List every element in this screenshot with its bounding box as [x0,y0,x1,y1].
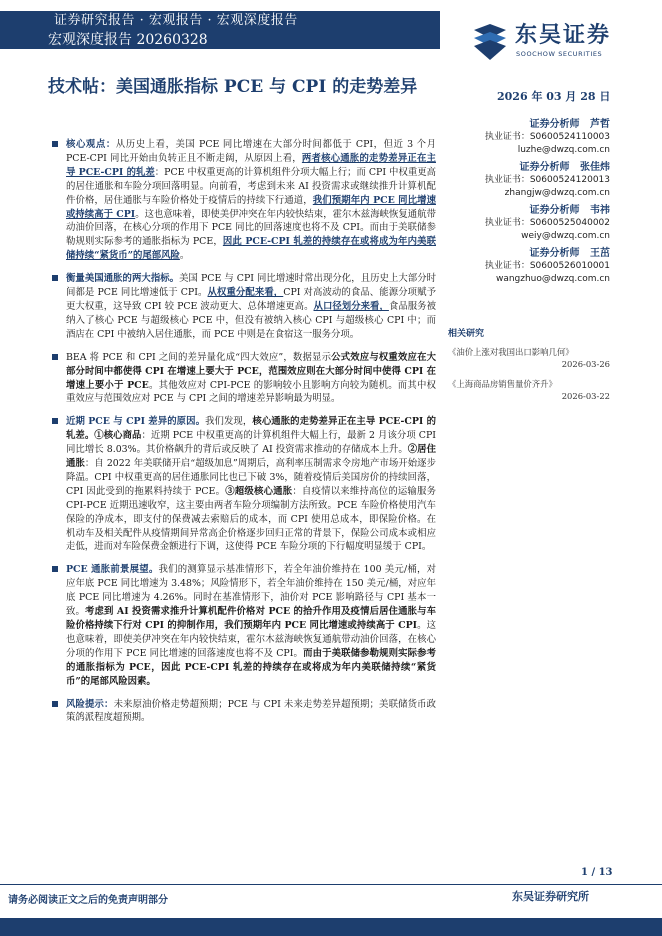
analyst-panel [448,118,610,286]
para-core-view: 核心观点：从历史上看，美国 PCE 同比增速在大部分时间都低于 CPI，但近 3 个月 PCE-CPI 同比开始由负转正且不断走阔，从原因上看，两者核心通胀的走势差异正在主导 PCE-CPI 的轧差：PCE 中权重更高的计算机组件分项大幅上行；而 CPI 中权重更高的居住通胀和车险分项回落明显。向前看，考虑到未来 AI 投资需求或继续推升计算机配件价格，居住通胀与车险价格处于疫情后的持续下行通道，我们预期年内 PCE 同比增速或持续高于 CPI。这也意味着，即使美伊冲突在年内较快结束，霍尔木兹海峡恢复通航带动油价回落，在核心分项的作用下 PCE 同比的回落速度也将不及 CPI。而由于美联储参勒规则实际参考的通胀指标为 PCE，因此 PCE-CPI 轧差的持续存在或将成为年内美联储持续“紧货币”的尾部风险。 [50,138,436,263]
related-heading: 相关研究 [448,329,485,339]
related-item-date: 2026-03-22 [561,391,610,401]
para-outlook: PCE 通胀前景展望。我们的测算显示基准情形下，若全年油价维持在 100 美元/桶，对应年底 PCE 同比增速为 3.48%；风险情形下，若全年油价维持在 150 美元/桶，对应年底 PCE 同比增速为 4.26%。同时在基准情形下，油价对 PCE 影响路径与 CPI 基本一致。考虑到 AI 投资需求推升计算机配件价格对 PCE 的拾升作用及疫情后居住通胀与车险价格持续下行对 CPI 的抑制作用，我们预期年内 PCE 同比增速或持续高于 CPI。这也意味着，即使美伊冲突在年内较快结束，霍尔木兹海峡恢复通航带动油价回落，在核心分项的作用下 PCE 同比增速的回落速度也将不及 CPI。而由于美联储参勒规则实际参考的通胀指标为 PCE，因此 PCE-CPI 轧差的持续存在或将成为年内美联储持续“紧货币”的尾部风险因素。 [50,563,436,688]
bullet-icon [52,141,58,147]
soochow-logo-icon [470,22,510,62]
analyst-role: 证券分析师 [529,248,580,259]
analyst-role: 证券分析师 [529,205,580,216]
breadcrumb: 证券研究报告 · 宏观报告 · 宏观深度报告 [54,13,298,28]
analyst-role: 证券分析师 [519,162,570,173]
bullet-icon [52,354,58,360]
analyst-license: 执业证书：S0600524120013 [484,175,610,185]
analyst-license: 执业证书：S0600526010001 [484,261,610,271]
analyst-block [448,204,610,243]
report-date: 2026 年 03 月 28 日 [497,90,611,103]
analyst-block [448,247,610,286]
related-item-title[interactable]: 《油价上涨对我国出口影响几何》 [448,347,574,357]
analyst-role: 证券分析师 [529,119,580,130]
analyst-email[interactable]: zhangjw@dwzq.com.cn [504,188,610,198]
report-type: 宏观深度报告 20260328 [48,32,208,48]
para-two-indicators: 衡量美国通胀的两大指标。美国 PCE 与 CPI 同比增速时常出现分化，且历史上大部分时间都是 PCE 同比增速低于 CPI。从权重分配来看，CPI 对高波动的食品、能源分项赋予更大权重，这导致 CPI 较 PCE 波动更大、总体增速更高。从口径划分来看，食品服务被纳入了核心 PCE 与超级核心 PCE 中，但没有被纳入核心 CPI 与超级核心 CPI 中；而酒店在 CPI 中被纳入居住通胀，而 PCE 中则是在食宿这一服务分项。 [50,272,436,342]
analyst-license: 执业证书：S0600524110003 [484,132,610,142]
related-item-title[interactable]: 《上海商品房销售量价齐升》 [448,379,557,389]
related-research [448,328,610,410]
bullet-icon [52,701,58,707]
footer-disclaimer: 请务必阅读正文之后的免责声明部分 [8,895,168,906]
para-four-effects: BEA 将 PCE 和 CPI 之间的差异量化成“四大效应”，数据显示公式效应与权重效应在大部分时间中都使得 CPI 在增速上要大于 PCE，范围效应则在大部分时间中使得 CPI 在增速上要小于 PCE。其他效应对 CPI-PCE 的影响较小且影响方向较为随机。而其中权重效应与范围效应对 PCE 与 CPI 之间的增速差异影响最为明显。 [50,351,436,407]
analyst-email[interactable]: wangzhuo@dwzq.com.cn [495,274,610,284]
analyst-block [448,118,610,157]
report-title: 技术帖：美国通胀指标 PCE 与 CPI 的走势差异 [48,77,418,97]
footer-institute: 东吴证券研究所 [512,890,589,903]
analyst-name: 芦哲 [590,119,610,130]
analyst-name: 王茁 [590,248,610,259]
company-logo [470,22,620,66]
related-item-date: 2026-03-26 [561,359,610,369]
page-number: 1 / 13 [581,867,613,878]
bullet-icon [52,418,58,424]
analyst-name: 韦祎 [590,205,610,216]
logo-en: SOOCHOW SECURITIES [516,50,603,58]
analyst-email[interactable]: luzhe@dwzq.com.cn [517,145,610,155]
main-content [50,138,436,734]
logo-name: 东吴证券 [515,22,612,48]
analyst-name: 张佳炜 [580,162,610,173]
bullet-icon [52,275,58,281]
analyst-email[interactable]: weiy@dwzq.com.cn [521,231,610,241]
para-risk: 风险提示：未来原油价格走势超预期；PCE 与 CPI 未来走势差异超预期；美联储货币政策鸽派程度超预期。 [50,698,436,726]
para-recent-reasons: 近期 PCE 与 CPI 差异的原因。我们发现，核心通胀的走势差异正在主导 PCE-CPI 的轧差。①核心商品：近期 PCE 中权重更高的计算机组件大幅上行，最新 2 月该分项 CPI 同比增长 8.03%。其价格飙升的背后或反映了 AI 投资需求推动的存储成本上升。②居住通胀：自 2022 年美联储开启“超级加息”周期后，高利率压制需求令房地产市场开始逐步降温。CPI 中权重更高的居住通胀同比也已下破 3%，随着疫情后美国房价的持续回落，CPI 因此受到的拖累料持续于 PCE。③超级核心通胀：自疫情以来维持高位的运输服务 CPI-PCE 近期迅速收窄，这主要由两者车险分项编制方法所致。PCE 车险价格使用汽车保险的净成本，即支付的保费减去索赔后的成本，而 CPI 使用总成本，即保险价格。在机动车及相关配件从疫情期间异常高企价格逐步回归正常的背景下，保险公司成本或相应走低，进而对车险保费金额进行下调，这使得 PCE 车险分项的下行幅度明显缓于 CPI。 [50,415,436,554]
bullet-icon [52,566,58,572]
footer-divider [0,884,662,885]
analyst-license: 执业证书：S0600525040002 [484,218,610,228]
analyst-block [448,161,610,200]
footer-band [0,918,662,936]
